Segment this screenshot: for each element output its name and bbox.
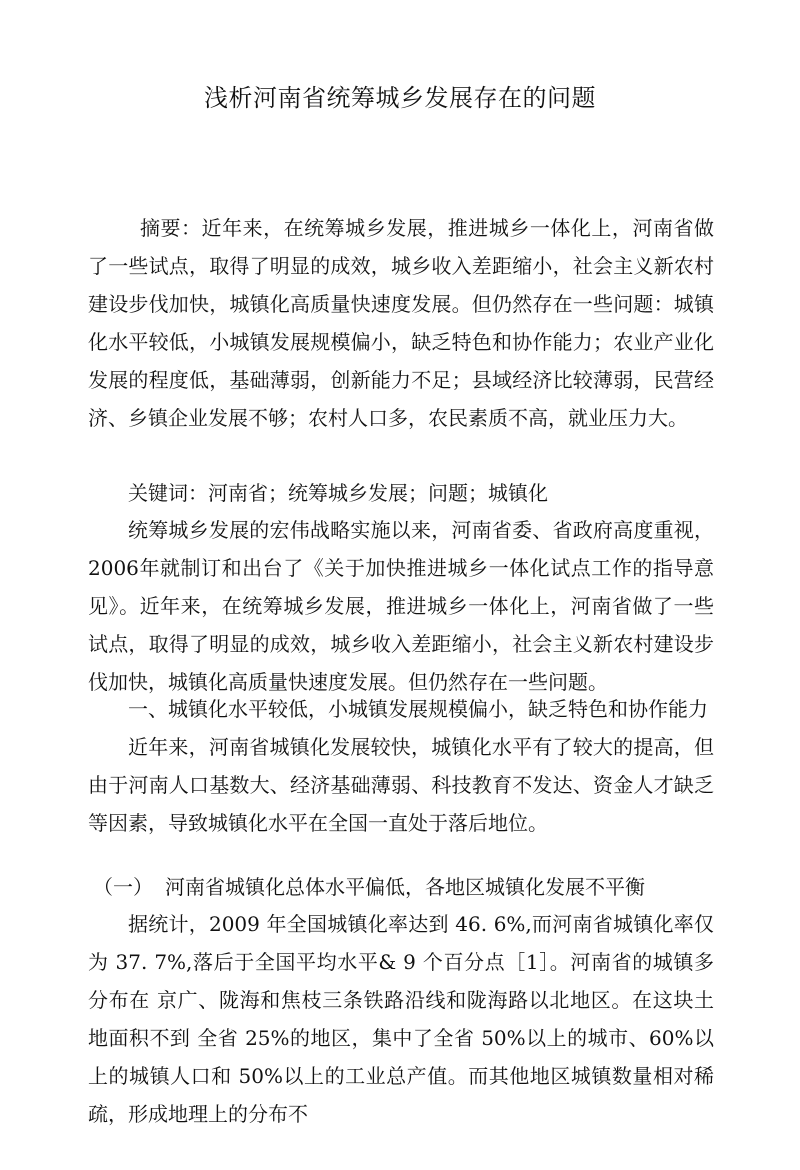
document-title: 浅析河南省统筹城乡发展存在的问题	[204, 84, 596, 112]
subsection-1-paragraph: 据统计，2009 年全国城镇化率达到 46. 6%,而河南省城镇化率仅为 37. 7%,落后于全国平均水平& 9 个百分点［1］。河南省的城镇多分布在 京广、陇海和焦枝三条铁路沿线和陇海路以北地区。在这块土地面积不到 全省 25%的地区，集中了全省 50%以上的城市、60%以上的城镇人口和 50%以上的工业总产值。而其他地区城镇数量相对稀疏，形成地理上的分布不	[88, 912, 714, 1126]
keywords-line: 关键词：河南省；统筹城乡发展；问题；城镇化	[128, 481, 548, 505]
abstract-paragraph: 摘要：近年来，在统筹城乡发展，推进城乡一体化上，河南省做了一些试点，取得了明显的成效，城乡收入差距缩小，社会主义新农村建设步伐加快，城镇化高质量快速度发展。但仍然存在一些问题：城镇化水平较低，小城镇发展规模偏小，缺乏特色和协作能力；农业产业化发展的程度低，基础薄弱，创新能力不足；县域经济比较薄弱，民营经济、乡镇企业发展不够；农村人口多，农民素质不高，就业压力大。	[88, 216, 714, 430]
section-heading-1: 一、城镇化水平较低，小城镇发展规模偏小，缺乏特色和协作能力	[128, 697, 708, 721]
intro-paragraph: 统筹城乡发展的宏伟战略实施以来，河南省委、省政府高度重视，2006年就制订和出台了《关于加快推进城乡一体化试点工作的指导意见》。近年来，在统筹城乡发展，推进城乡一体化上，河南省做了一些试点，取得了明显的成效，城乡收入差距缩小，社会主义新农村建设步伐加快，城镇化高质量快速度发展。但仍然存在一些问题。	[88, 518, 714, 694]
subsection-heading-1	[93, 868, 713, 906]
subsection-number: （一）	[93, 875, 153, 899]
section-1-paragraph: 近年来，河南省城镇化发展较快，城镇化水平有了较大的提高，但由于河南人口基数大、经济基础薄弱、科技教育不发达、资金人才缺乏等因素，导致城镇化水平在全国一直处于落后地位。	[88, 735, 714, 835]
subsection-heading-text: 河南省城镇化总体水平偏低，各地区城镇化发展不平衡	[165, 875, 645, 899]
